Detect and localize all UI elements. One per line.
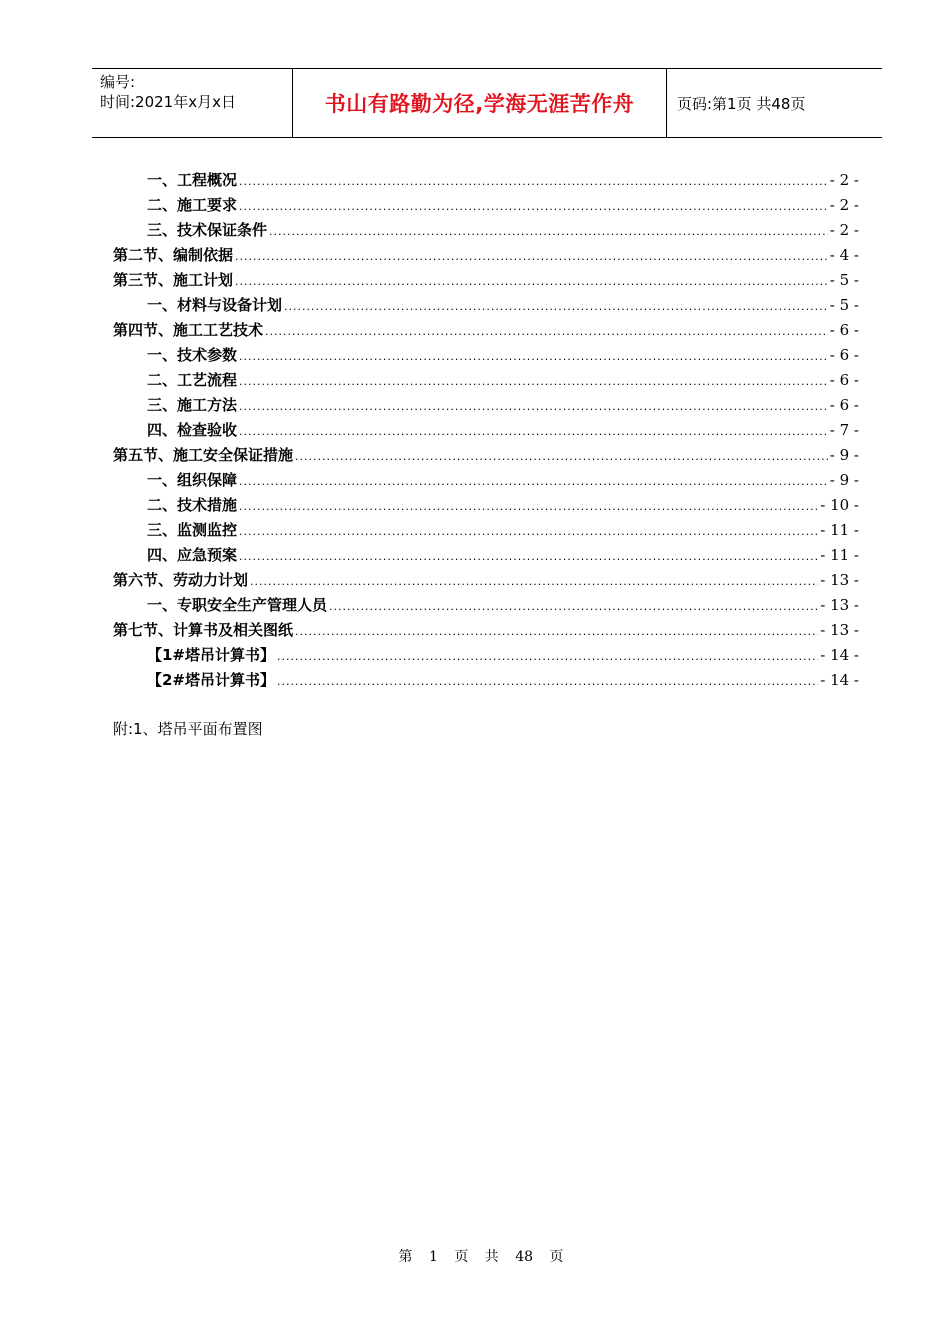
toc-dot-leader bbox=[250, 575, 818, 588]
toc-dot-leader bbox=[239, 200, 828, 213]
toc-entry-label: 二、工艺流程 bbox=[147, 371, 238, 389]
toc-dot-leader bbox=[239, 500, 818, 513]
toc-entry-page: - 14 - bbox=[820, 671, 859, 689]
toc-entry-label: 四、检查验收 bbox=[147, 421, 238, 439]
toc-entry-page: - 5 - bbox=[829, 296, 859, 314]
toc-entry-page: - 9 - bbox=[829, 446, 859, 464]
table-of-contents bbox=[113, 169, 859, 694]
toc-entry[interactable] bbox=[113, 594, 859, 619]
toc-entry-page: - 6 - bbox=[829, 371, 859, 389]
toc-entry[interactable] bbox=[113, 469, 859, 494]
toc-entry[interactable] bbox=[113, 169, 859, 194]
toc-dot-leader bbox=[239, 350, 828, 363]
toc-entry-page: - 7 - bbox=[829, 421, 859, 439]
toc-entry-page: - 14 - bbox=[820, 646, 859, 664]
appendix-note: 附:1、塔吊平面布置图 bbox=[113, 720, 263, 738]
toc-entry-label: 二、技术措施 bbox=[147, 496, 238, 514]
toc-entry[interactable] bbox=[113, 569, 859, 594]
time-label: 时间:2021年x月x日 bbox=[100, 93, 236, 111]
toc-entry-label: 一、组织保障 bbox=[147, 471, 238, 489]
toc-entry-label: 第七节、计算书及相关图纸 bbox=[113, 621, 294, 639]
toc-entry-page: - 11 - bbox=[820, 521, 859, 539]
toc-entry-page: - 6 - bbox=[829, 396, 859, 414]
toc-entry-page: - 13 - bbox=[820, 596, 859, 614]
toc-entry-page: - 9 - bbox=[829, 471, 859, 489]
toc-entry-page: - 2 - bbox=[829, 221, 859, 239]
toc-entry[interactable] bbox=[113, 644, 859, 669]
toc-entry-page: - 2 - bbox=[829, 196, 859, 214]
toc-entry[interactable] bbox=[113, 219, 859, 244]
page-footer bbox=[0, 1246, 950, 1266]
toc-dot-leader bbox=[239, 550, 818, 563]
toc-entry-label: 二、施工要求 bbox=[147, 196, 238, 214]
toc-dot-leader bbox=[239, 425, 828, 438]
footer-part: 共 bbox=[484, 1249, 499, 1265]
toc-entry-page: - 5 - bbox=[829, 271, 859, 289]
toc-entry[interactable] bbox=[113, 194, 859, 219]
toc-entry[interactable] bbox=[113, 519, 859, 544]
toc-dot-leader bbox=[239, 175, 828, 188]
toc-entry-label: 【2#塔吊计算书】 bbox=[147, 671, 276, 689]
toc-entry-page: - 13 - bbox=[820, 621, 859, 639]
toc-entry[interactable] bbox=[113, 269, 859, 294]
toc-dot-leader bbox=[277, 675, 818, 688]
toc-dot-leader bbox=[295, 625, 818, 638]
toc-entry[interactable] bbox=[113, 319, 859, 344]
toc-dot-leader bbox=[239, 525, 818, 538]
toc-entry-label: 一、工程概况 bbox=[147, 171, 238, 189]
toc-entry-page: - 4 - bbox=[829, 246, 859, 264]
toc-entry-label: 四、应急预案 bbox=[147, 546, 238, 564]
footer-total-pages: 48 bbox=[515, 1249, 534, 1265]
toc-dot-leader bbox=[269, 225, 828, 238]
toc-dot-leader bbox=[277, 650, 818, 663]
toc-entry-page: - 6 - bbox=[829, 321, 859, 339]
footer-part: 页 bbox=[549, 1249, 564, 1265]
toc-entry-label: 一、材料与设备计划 bbox=[147, 296, 283, 314]
footer-part: 页 bbox=[454, 1249, 469, 1265]
footer-part: 第 bbox=[398, 1249, 413, 1265]
toc-entry-label: 三、施工方法 bbox=[147, 396, 238, 414]
footer-page-number: 1 bbox=[428, 1249, 438, 1265]
page-header bbox=[92, 68, 882, 138]
toc-entry-label: 第三节、施工计划 bbox=[113, 271, 234, 289]
toc-entry[interactable] bbox=[113, 544, 859, 569]
toc-entry-label: 三、监测监控 bbox=[147, 521, 238, 539]
toc-entry-label: 【1#塔吊计算书】 bbox=[147, 646, 276, 664]
toc-entry[interactable] bbox=[113, 369, 859, 394]
toc-entry[interactable] bbox=[113, 394, 859, 419]
toc-entry[interactable] bbox=[113, 419, 859, 444]
number-label: 编号: bbox=[100, 73, 136, 91]
toc-dot-leader bbox=[239, 400, 828, 413]
toc-entry-label: 一、技术参数 bbox=[147, 346, 238, 364]
toc-dot-leader bbox=[239, 375, 828, 388]
toc-entry-label: 一、专职安全生产管理人员 bbox=[147, 596, 328, 614]
toc-dot-leader bbox=[284, 300, 828, 313]
toc-dot-leader bbox=[265, 325, 828, 338]
toc-entry-label: 三、技术保证条件 bbox=[147, 221, 268, 239]
toc-entry[interactable] bbox=[113, 494, 859, 519]
toc-entry-label: 第六节、劳动力计划 bbox=[113, 571, 249, 589]
toc-dot-leader bbox=[235, 275, 828, 288]
toc-dot-leader bbox=[329, 600, 818, 613]
toc-entry-page: - 11 - bbox=[820, 546, 859, 564]
toc-entry[interactable] bbox=[113, 669, 859, 694]
toc-entry-page: - 2 - bbox=[829, 171, 859, 189]
header-page-info: 页码:第1页 共48页 bbox=[677, 94, 806, 113]
header-meta bbox=[92, 69, 293, 137]
toc-entry[interactable] bbox=[113, 444, 859, 469]
toc-entry-label: 第二节、编制依据 bbox=[113, 246, 234, 264]
header-motto-cell bbox=[293, 69, 667, 137]
toc-entry-page: - 10 - bbox=[820, 496, 859, 514]
toc-entry-page: - 6 - bbox=[829, 346, 859, 364]
toc-entry[interactable] bbox=[113, 344, 859, 369]
toc-dot-leader bbox=[239, 475, 828, 488]
toc-dot-leader bbox=[235, 250, 828, 263]
toc-dot-leader bbox=[295, 450, 828, 463]
toc-entry-page: - 13 - bbox=[820, 571, 859, 589]
toc-entry-label: 第五节、施工安全保证措施 bbox=[113, 446, 294, 464]
header-motto: 书山有路勤为径,学海无涯苦作舟 bbox=[324, 92, 635, 116]
toc-entry-label: 第四节、施工工艺技术 bbox=[113, 321, 264, 339]
toc-entry[interactable] bbox=[113, 244, 859, 269]
toc-entry[interactable] bbox=[113, 619, 859, 644]
toc-entry[interactable] bbox=[113, 294, 859, 319]
